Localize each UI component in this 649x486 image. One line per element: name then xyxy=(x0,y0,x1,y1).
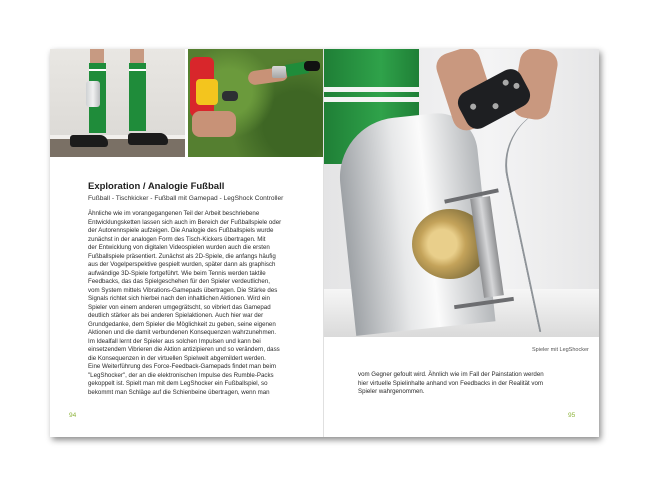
body-text-left xyxy=(88,210,316,397)
section-heading: Exploration / Analogie Fußball xyxy=(88,181,225,192)
photo-legs-shin-guards xyxy=(50,49,185,157)
text-line: bekommt man Schläge auf die Schienbeine übertragen, wenn man xyxy=(88,388,270,396)
photo-person-with-gamepad-on-grass xyxy=(188,49,324,157)
text-line: der Autorennspiele aufzeigen. Die Analogie des Fußballspiels wurde xyxy=(88,227,274,234)
page-number-right: 95 xyxy=(568,412,576,419)
text-line: einsetzendem Vibrieren die Aktion antizipieren und so verändern, dass xyxy=(88,346,280,353)
text-line: Grundgedanke, dem Spieler die Möglichkeit zu geben, seine eigenen xyxy=(88,320,276,328)
text-line: Eine Weiterführung des Force-Feedback-Gamepads findet man beim xyxy=(88,363,276,370)
text-line: vom System mittels Vibrations-Gamepads übertragen. Die Stärke des xyxy=(88,286,278,294)
text-line: aus der Vogelperspektive gespielt wurden, später dann als graphisch xyxy=(88,261,276,268)
text-line: aufwändige 3D-Spiele fortgeführt. Wie beim Tennis werden taktile xyxy=(88,269,266,277)
book-spread xyxy=(50,49,599,437)
text-line: Entwicklungsketten lassen sich auch im Bereich der Fußballspiele oder xyxy=(88,218,282,226)
text-line: der Entwicklung von digitalen Videospielen wurden auch die ersten xyxy=(88,244,270,251)
text-line: vom Gegner gefoult wird. Ähnlich wie im Fall der Painstation werden xyxy=(358,371,544,378)
text-line: "LegShocker", der an die elektronischen Impulse des Rumble-Packs xyxy=(88,371,274,379)
text-line: Im Idealfall lernt der Spieler aus solchen Impulsen und kann bei xyxy=(88,337,261,345)
section-subheading: Fußball - Tischkicker - Fußball mit Gamepad - LegShock Controller xyxy=(88,195,284,202)
text-line: Ähnliche wie im vorangegangenen Teil der Arbeit beschriebene xyxy=(88,210,260,217)
text-line: Feedbacks, das das Spielgeschehen für den Spieler verdeutlichen, xyxy=(88,278,270,285)
text-line: Spieler wahrgenommen. xyxy=(358,388,425,395)
text-line: Spieler von einem anderen umgegrätscht, so vibriert das Gamepad xyxy=(88,303,271,311)
text-line: Fußballspiele präsentiert. Zunächst als 2D-Spiele, die anfangs häufig xyxy=(88,252,276,260)
right-page xyxy=(324,49,599,437)
body-text-right xyxy=(358,371,590,397)
left-page xyxy=(50,49,324,437)
text-line: deutlich stärker als bei anderen Spielaktionen. Auch hier war der xyxy=(88,312,264,319)
text-line: gekoppelt ist. Spielt man mit dem LegShocker ein Fußballspiel, so xyxy=(88,380,268,387)
text-line: die Konsequenzen in der virtuellen Spielwelt abgemildert werden. xyxy=(88,354,266,362)
page-number-left: 94 xyxy=(69,412,77,419)
photo-legshocker-controller xyxy=(324,49,599,337)
text-line: hier virtuelle Spielinhalte anhand von Feedbacks in der Realität vom xyxy=(358,379,544,387)
text-line: zunächst in der analogen Form des Tisch-Kickers übertragen. Mit xyxy=(88,235,266,243)
photo-caption: Spieler mit LegShocker xyxy=(532,347,589,353)
text-line: Aktionen und die damit verbundenen Konsequenzen wahrzunehmen. xyxy=(88,329,277,336)
text-line: Signals richtet sich hierbei nach den inhaltlichen Aktionen. Wird ein xyxy=(88,295,270,302)
